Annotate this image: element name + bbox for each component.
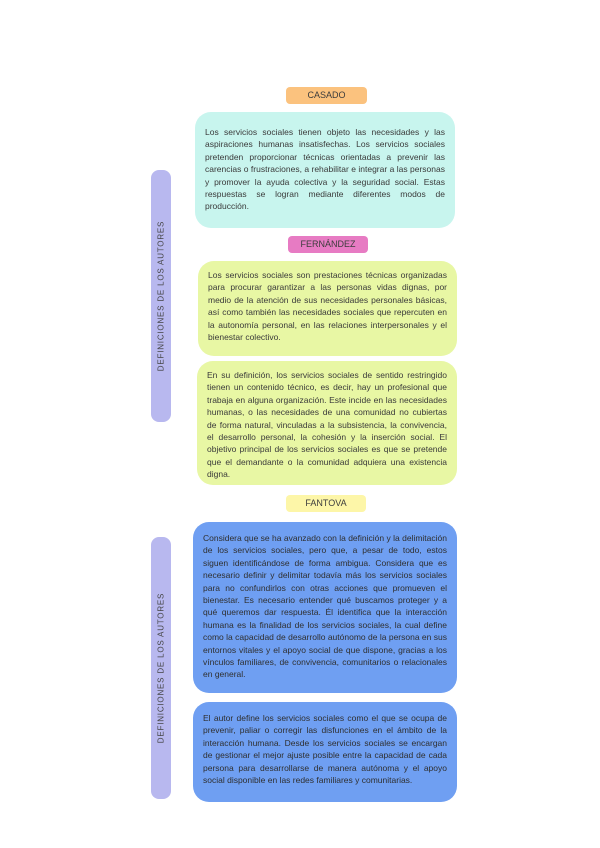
section-label-top	[151, 170, 171, 422]
section-label-top-text: DEFINICIONES DE LOS AUTORES	[156, 220, 166, 372]
tag-casado: CASADO	[286, 87, 367, 104]
tag-fantova: FANTOVA	[286, 495, 366, 512]
card-fernandez-1	[198, 261, 457, 356]
card-fernandez-1-text: Los servicios sociales son prestaciones técnicas organizadas para procurar garantizar a las personas vidas dignas, por medio de la atención de sus necesidades personales básicas, así como también las necesidades sociales que repercuten en la autonomía personal, en las relaciones interpersonales y el bienestar colectivo.	[208, 270, 447, 343]
card-fernandez-2	[197, 361, 457, 485]
card-casado	[195, 112, 455, 228]
card-fantova-1-text: Considera que se ha avanzado con la definición y la delimitación de los servicios sociales, pero que, a pesar de todo, estos siguen identificándose de forma ambigua. Considera que es necesario definir y delimitar todavía más los servicios sociales para no confundirlos con otras acciones que promueven el bienestar. Es necesario entender qué buscamos proteger y a qué queremos dar respuesta. Él identifica que la interacción humana es la finalidad de los servicios sociales, la cual define como la capacidad de desarrollo autónomo de la persona en sus entornos vitales y el apoyo social de que dispone, gracias a los vínculos familiares, de convivencia, comunitarios o relacionales en general.	[203, 533, 447, 680]
section-label-bottom-text: DEFINICIONES DE LOS AUTORES	[156, 592, 166, 744]
card-fantova-2-text: El autor define los servicios sociales como el que se ocupa de prevenir, paliar o corregir las disfunciones en el ámbito de la interacción humana. Desde los servicios sociales se encargan de gestionar el mejor ajuste posible entre la capacidad de cada persona para desarrollarse de manera autónoma y el apoyo social disponible en las redes familiares y comunitarias.	[203, 713, 447, 786]
card-casado-text: Los servicios sociales tienen objeto las necesidades y las aspiraciones humanas insatisfechas. Los servicios sociales pretenden proporcionar técnicas orientadas a prevenir las carencias o frustraciones, a rehabilitar e integrar a las personas y promover la ayuda colectiva y la seguridad social. Estas respuestas se logran mediante diferentes modos de producción.	[205, 127, 445, 212]
card-fantova-2	[193, 702, 457, 802]
section-label-bottom	[151, 537, 171, 799]
card-fantova-1	[193, 522, 457, 693]
tag-fernandez: FERNÁNDEZ	[288, 236, 368, 253]
card-fernandez-2-text: En su definición, los servicios sociales de sentido restringido tienen un contenido técnico, es decir, hay un profesional que trabaja en alguna organización. Este incide en las necesidades humanas, o las necesidades de una comunidad no cubiertas de forma natural, vinculadas a la subsistencia, la convivencia, el desarrollo personal, la cohesión y la inserción social. El objetivo principal de los servicios sociales es que se pretende que el demandante o la comunidad adquiera una existencia digna.	[207, 370, 447, 480]
